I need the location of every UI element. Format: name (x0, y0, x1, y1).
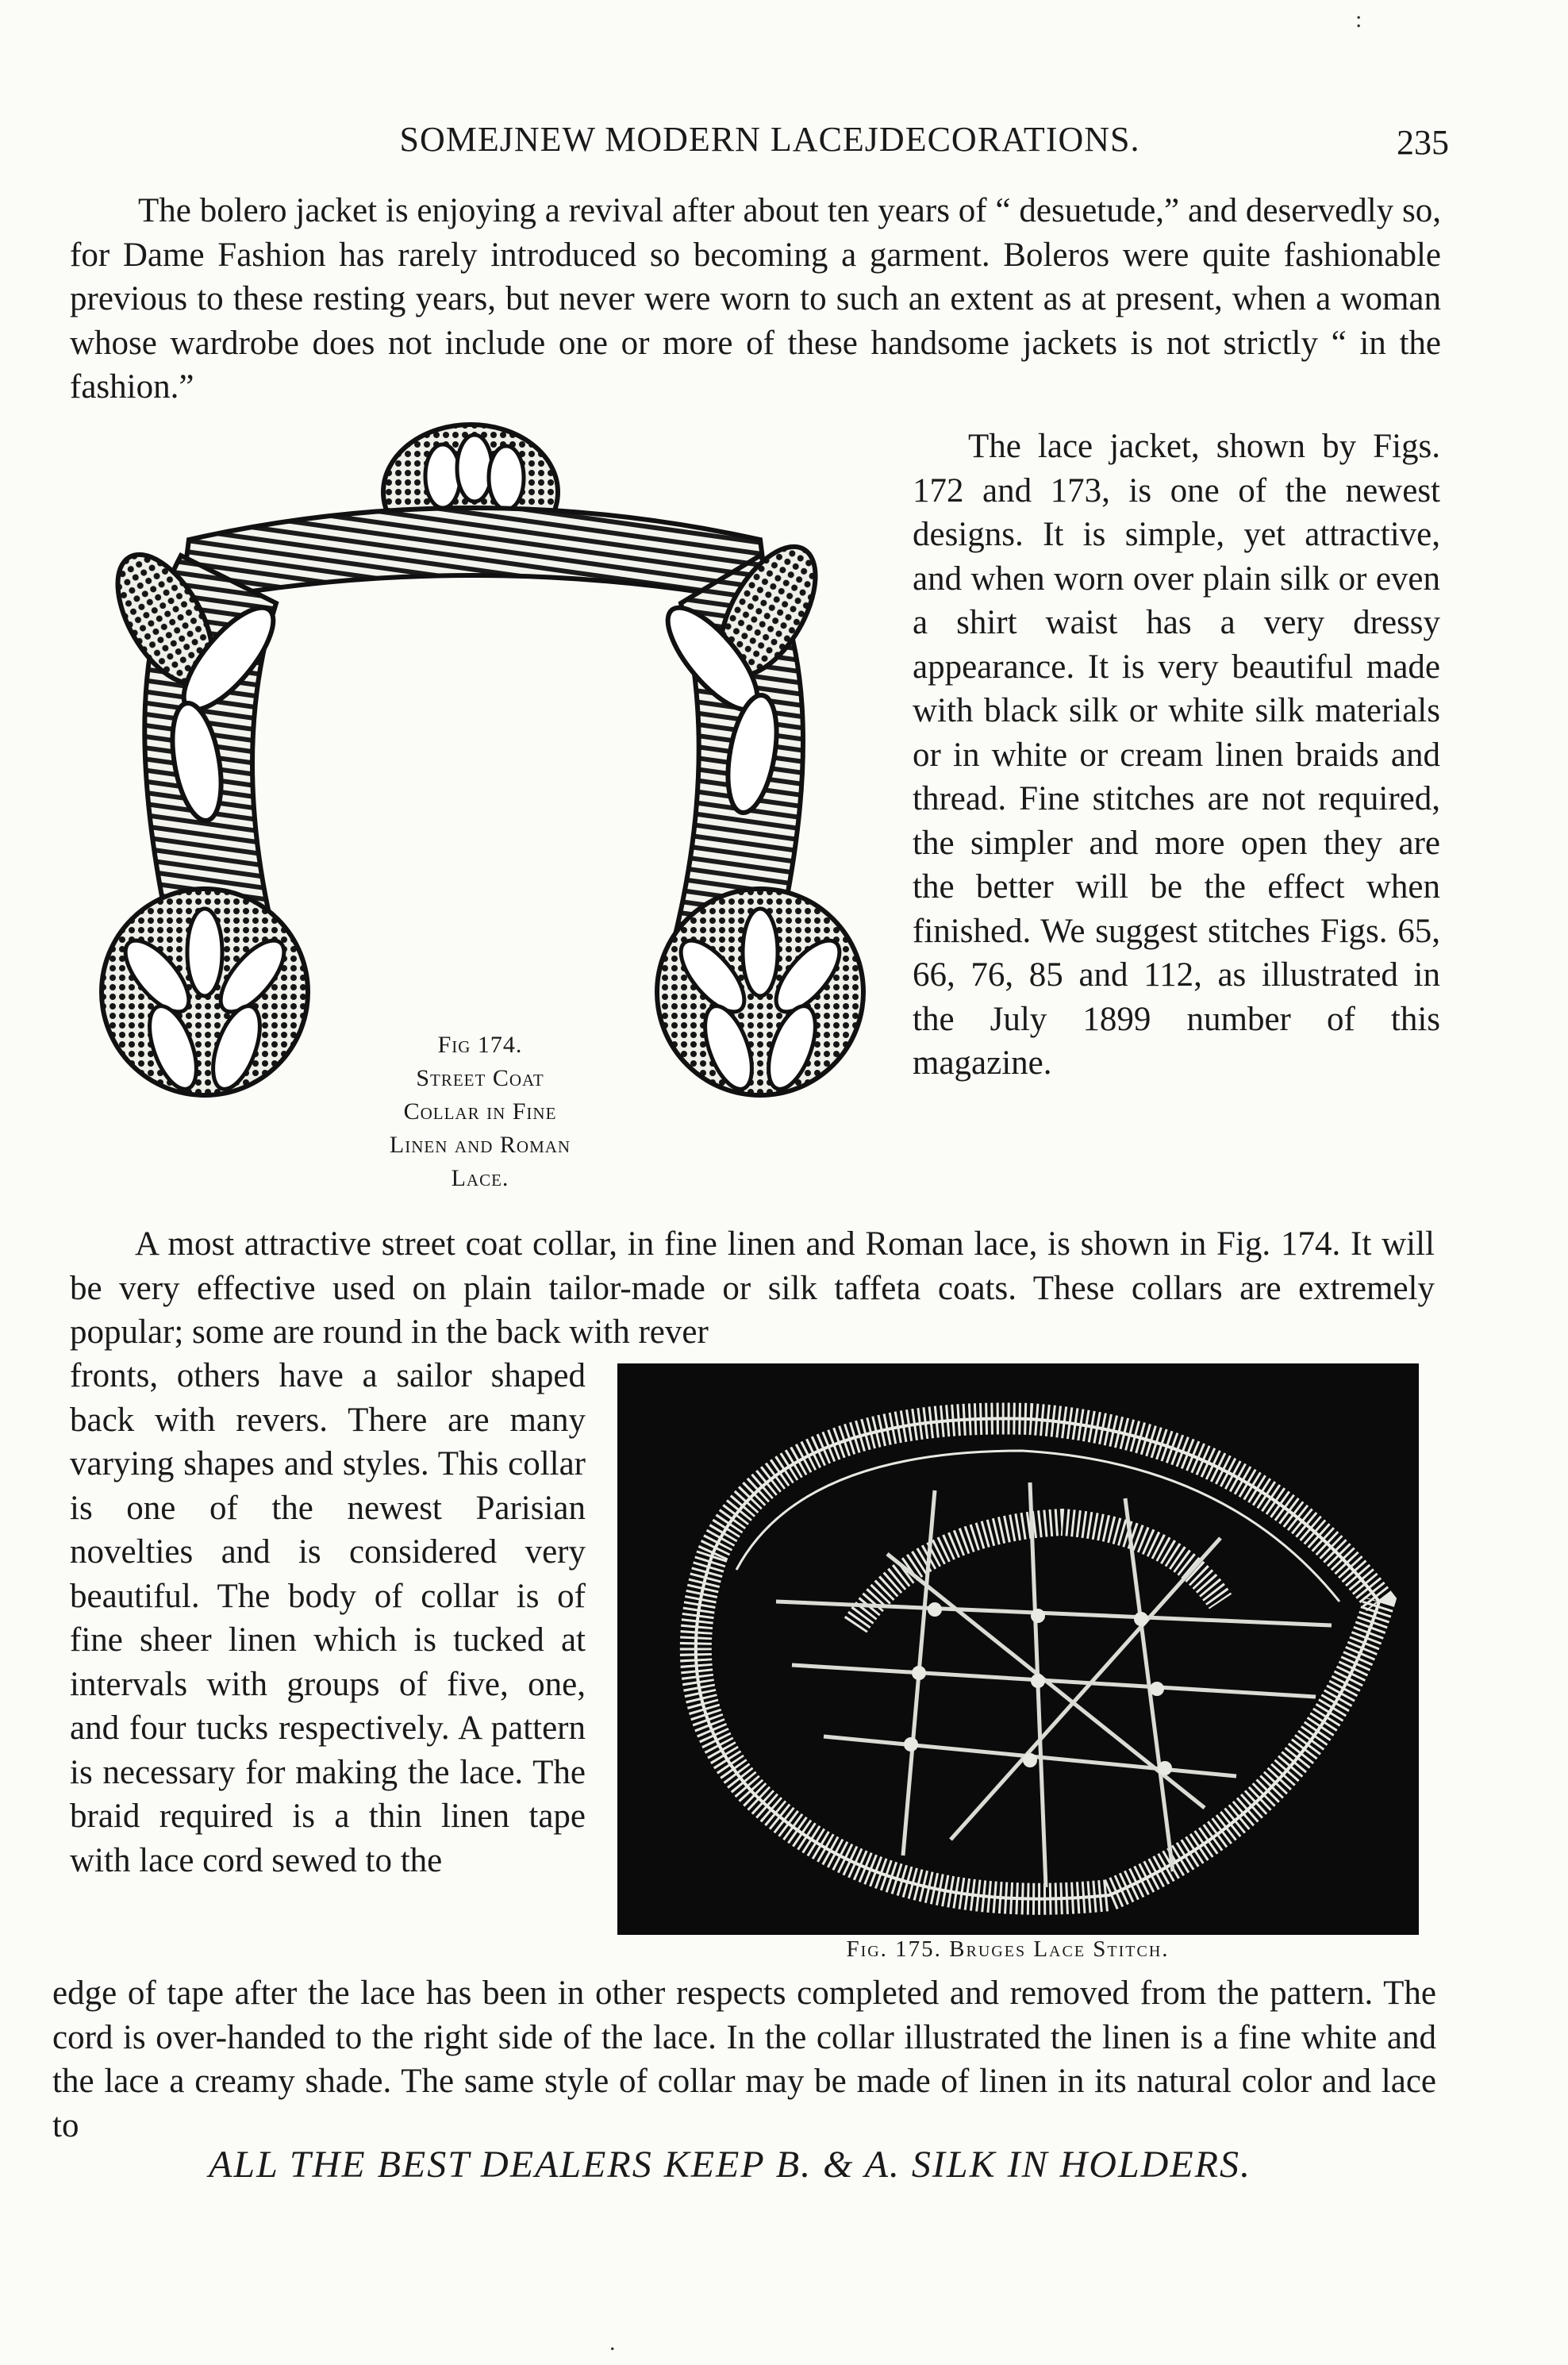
running-title: SOMEJNEW MODERN LACEJDECORATIONS. (399, 120, 1140, 159)
collar-top-band (181, 508, 768, 603)
caption-line: Linen and Roman (389, 1132, 571, 1158)
paragraph-coat-collar: A most attractive street coat collar, in fine linen and Roman lace, is shown in Fig. 174. It will be very effective used on plain tailor-made or silk taffeta coats. These collars are extremely popular; some are round in the back with rever (70, 1225, 1435, 1351)
page-number: 235 (1397, 123, 1449, 162)
caption-line: Lace. (451, 1165, 509, 1191)
caption-line: Collar in Fine (403, 1098, 557, 1125)
bruges-stitch-illustration (617, 1363, 1419, 1935)
paragraph-lace-jacket: The lace jacket, shown by Figs. 172 and 173, is one of the newest designs. It is simple, yet attractive, and when worn over plain silk or even a shirt waist has a very dressy appearance. It is very beautiful made with black silk or white silk materials or in white or cream linen braids and thread. Fine stitches are not required, the simpler and more open they are the better will be the effect when finished. We suggest stitches Figs. 65, 66, 76, 85 and 112, as illustrated in the July 1899 number of this magazine. (913, 428, 1440, 1082)
caption-line: Fig 174. (437, 1032, 523, 1058)
collar-bottom-right-cluster (657, 889, 863, 1095)
figure-175-bruges-stitch (617, 1363, 1419, 1935)
margin-mark: : (1355, 6, 1362, 33)
paragraph-tape-edge: edge of tape after the lace has been in other respects completed and removed from the pattern. The cord is over-handed to the right side of the lace. In the collar illustrated the linen is a fine white and the lace a creamy shade. The same style of collar may be made of linen in its natural color and lace to (52, 1975, 1436, 2144)
paragraph-bolero-intro: The bolero jacket is enjoying a revival after about ten years of “ desuetude,” and deservedly so, for Dame Fashion has rarely introduced so becoming a garment. Boleros were quite fashionable previous to these resting years, but never were worn to such an extent as at present, when a woman whose wardrobe does not include one or more of these handsome jackets is not strictly “ in the fashion.” (70, 192, 1441, 406)
paragraph-collar-styles: fronts, others have a sailor shaped back with revers. There are many varying shapes and styles. This collar is one of the newest Parisian novelties and is considered very beautiful. The body of collar is of fine sheer linen which is tucked at intervals with groups of five, one, and four tucks respectively. A pattern is necessary for making the lace. The braid required is a thin linen tape with lace cord sewed to the (70, 1357, 586, 1879)
collar-bottom-left-cluster (102, 889, 308, 1095)
page-header (0, 119, 1568, 175)
figure-174-caption (349, 1029, 611, 1195)
figure-175-caption: Fig. 175. Bruges Lace Stitch. (846, 1936, 1170, 1962)
caption-line: Street Coat (416, 1065, 544, 1091)
footer-advert: ALL THE BEST DEALERS KEEP B. & A. SILK IN HOLDERS. (209, 2144, 1251, 2186)
margin-mark: . (609, 2329, 616, 2355)
